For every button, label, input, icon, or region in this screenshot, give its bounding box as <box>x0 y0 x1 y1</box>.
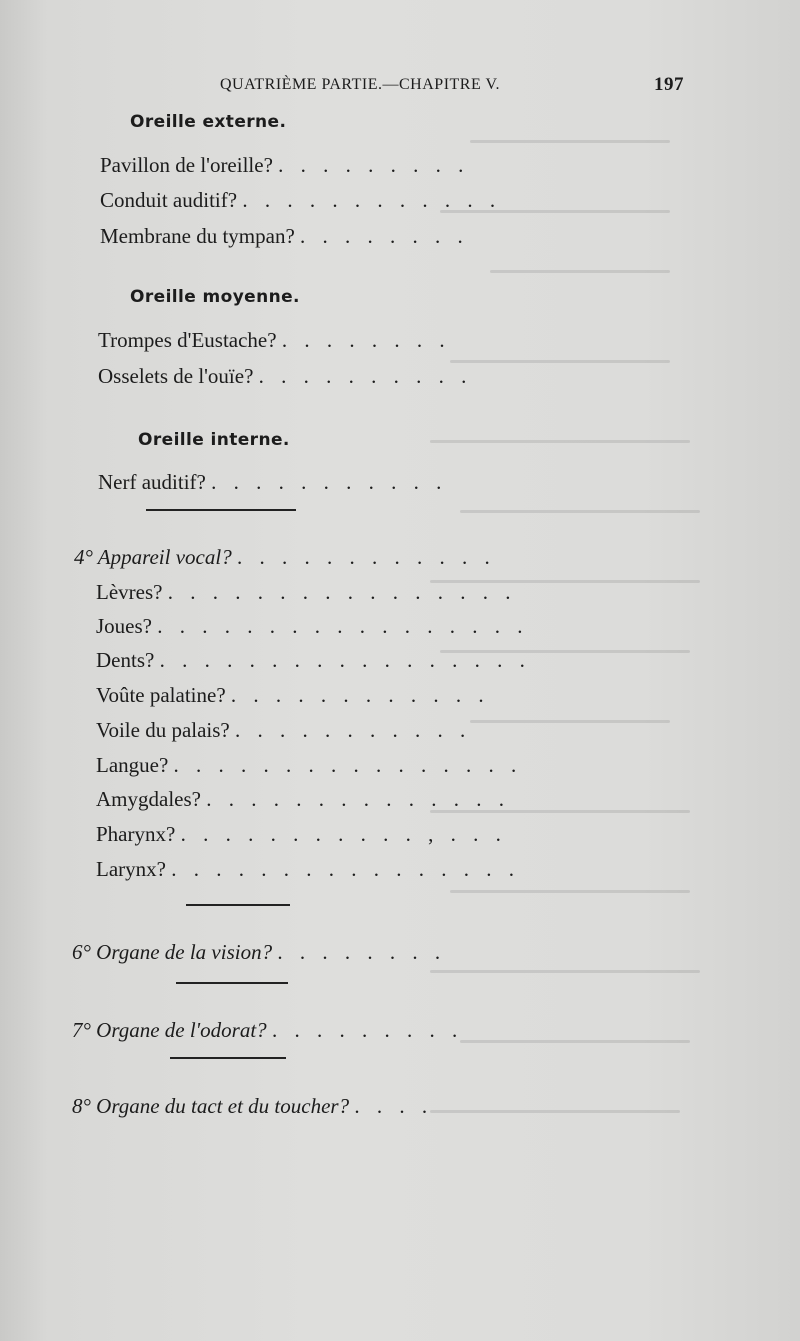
list-item <box>100 188 501 213</box>
item-label: 8° Organe du tact et du toucher? <box>72 1094 350 1118</box>
item-label: Conduit auditif? <box>100 188 238 212</box>
leader-dots: . . . . . . . . . . <box>258 364 473 388</box>
item-label: Larynx? <box>96 857 166 881</box>
page-number: 197 <box>654 74 684 95</box>
leader-dots: . . . . . . . . . . . . . . . . . <box>159 648 531 672</box>
list-item <box>98 328 451 353</box>
leader-dots: . . . . . . . . <box>277 940 447 964</box>
section-heading-vision <box>72 940 446 965</box>
subheading-oreille-externe: Oreille externe. <box>130 112 287 132</box>
list-item <box>100 224 469 249</box>
section-heading-tact <box>72 1094 433 1119</box>
list-item <box>98 364 472 389</box>
list-item <box>96 683 490 708</box>
section-divider <box>170 1057 286 1059</box>
leader-dots: . . . . . . . . . . . . <box>242 188 502 212</box>
subheading-oreille-moyenne: Oreille moyenne. <box>130 287 300 307</box>
running-title: QUATRIÈME PARTIE.—CHAPITRE V. <box>220 76 500 93</box>
section-divider <box>146 509 296 511</box>
leader-dots: . . . . . . . . . <box>278 153 470 177</box>
list-item <box>96 648 531 673</box>
leader-dots: . . . . . . . . . . . . . . . . <box>167 580 517 604</box>
item-label: Membrane du tympan? <box>100 224 295 248</box>
leader-dots: . . . . . . . . . . . <box>235 718 472 742</box>
item-label: Osselets de l'ouïe? <box>98 364 254 388</box>
item-label: Joues? <box>96 614 152 638</box>
item-label: Voûte palatine? <box>96 683 226 707</box>
list-item <box>96 718 471 743</box>
item-label: Pharynx? <box>96 822 176 846</box>
leader-dots: . . . . . . . . <box>300 224 469 248</box>
section-heading-odorat <box>72 1018 463 1043</box>
item-label: Trompes d'Eustache? <box>98 328 277 352</box>
item-label: Nerf auditif? <box>98 470 206 494</box>
item-label: Dents? <box>96 648 155 672</box>
list-item <box>96 580 516 605</box>
leader-dots: . . . . . . . . . . . <box>211 470 448 494</box>
item-label: 4° Appareil vocal? <box>74 545 232 569</box>
item-label: Lèvres? <box>96 580 163 604</box>
subheading-oreille-interne: Oreille interne. <box>138 430 290 450</box>
section-divider <box>186 904 290 906</box>
list-item <box>96 857 520 882</box>
list-item <box>98 470 447 495</box>
leader-dots: . . . . . . . . . . . , . . . <box>180 822 507 846</box>
leader-dots: . . . . . . . . . . . . . . . . <box>173 753 523 777</box>
item-label: Langue? <box>96 753 169 777</box>
list-item <box>96 614 529 639</box>
item-label: 7° Organe de l'odorat? <box>72 1018 267 1042</box>
leader-dots: . . . . . . . . . . . . . . <box>206 787 510 811</box>
leader-dots: . . . . . . . . <box>281 328 451 352</box>
leader-dots: . . . . . . . . . . . . <box>230 683 490 707</box>
leader-dots: . . . . . . . . . . . . <box>236 545 496 569</box>
leader-dots: . . . . . . . . . . . . . . . . <box>171 857 520 881</box>
list-item <box>96 753 522 778</box>
list-item <box>96 822 507 847</box>
list-item <box>96 787 510 812</box>
leader-dots: . . . . . . . . . . . . . . . . . <box>157 614 529 638</box>
leader-dots: . . . . <box>354 1094 434 1118</box>
item-label: Pavillon de l'oreille? <box>100 153 273 177</box>
section-divider <box>176 982 288 984</box>
list-item <box>100 153 469 178</box>
item-label: Voile du palais? <box>96 718 230 742</box>
item-label: 6° Organe de la vision? <box>72 940 273 964</box>
section-heading-appareil-vocal <box>74 545 496 570</box>
item-label: Amygdales? <box>96 787 201 811</box>
leader-dots: . . . . . . . . . <box>271 1018 464 1042</box>
